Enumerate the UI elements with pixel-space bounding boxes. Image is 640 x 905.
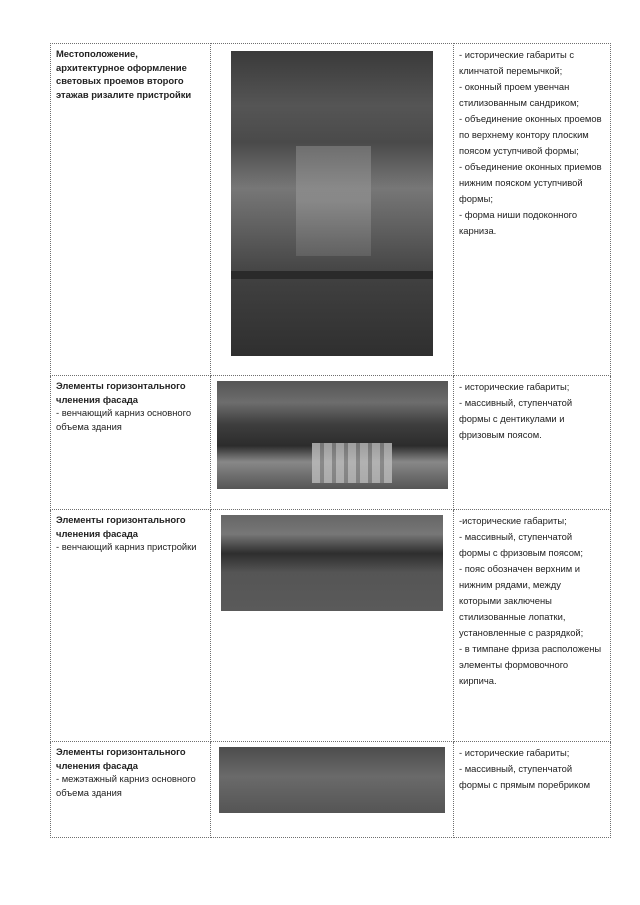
desc-item: - пояс обозначен верхним и нижним рядами, между которыми заключены стилизованные лопатки, установленные с разрядкой; bbox=[459, 563, 584, 638]
cornice-main-photo bbox=[217, 381, 448, 489]
row-label-cell bbox=[51, 376, 211, 510]
row-subtitle: - венчающий карниз основного объема здания bbox=[56, 407, 192, 432]
row-photo-cell bbox=[211, 742, 454, 838]
row-title: Элементы горизонтального членения фасада bbox=[56, 746, 186, 771]
row-photo-cell bbox=[211, 510, 454, 742]
desc-item: - массивный, ступенчатой формы с фризовым поясом; bbox=[459, 531, 583, 558]
row-subtitle: - межэтажный карниз основного объема здания bbox=[56, 773, 196, 798]
interfloor-cornice-photo bbox=[219, 747, 445, 813]
desc-item: - исторические габариты; bbox=[459, 747, 570, 758]
row-desc-cell bbox=[454, 742, 611, 838]
desc-item: -исторические габариты; bbox=[459, 515, 567, 526]
table-row bbox=[51, 742, 611, 838]
desc-item: - в тимпане фриза расположены элементы формовочного кирпича. bbox=[459, 643, 602, 686]
cornice-annex-photo bbox=[221, 515, 443, 611]
table-row bbox=[51, 376, 611, 510]
desc-item: - объединение оконных приемов нижним пояском уступчивой формы; bbox=[459, 161, 602, 204]
desc-item: - исторические габариты; bbox=[459, 381, 570, 392]
row-label-cell bbox=[51, 44, 211, 376]
desc-item: - массивный, ступенчатой формы с прямым поребриком bbox=[459, 763, 591, 790]
row-desc-cell bbox=[454, 510, 611, 742]
row-title: Местоположение, архитектурное оформление световых проемов второго этажав ризалите пристройки bbox=[56, 48, 192, 100]
desc-item: - оконный проем увенчан стилизованным сандриком; bbox=[459, 81, 580, 108]
row-desc-cell bbox=[454, 376, 611, 510]
table-row bbox=[51, 44, 611, 376]
row-desc-cell bbox=[454, 44, 611, 376]
desc-item: - форма ниши подоконного карниза. bbox=[459, 209, 578, 236]
facade-window-photo bbox=[231, 51, 433, 356]
desc-item: - массивный, ступенчатой формы с дентикулами и фризовым поясом. bbox=[459, 397, 573, 440]
row-title: Элементы горизонтального членения фасада bbox=[56, 514, 186, 539]
desc-item: - объединение оконных проемов по верхнему контору плоским поясом уступчивой формы; bbox=[459, 113, 602, 156]
desc-item: - исторические габариты с клинчатой перемычкой; bbox=[459, 49, 575, 76]
table-row bbox=[51, 510, 611, 742]
row-photo-cell bbox=[211, 376, 454, 510]
row-subtitle: - венчающий карниз пристройки bbox=[56, 541, 197, 553]
row-label-cell bbox=[51, 742, 211, 838]
row-title: Элементы горизонтального членения фасада bbox=[56, 380, 186, 405]
row-photo-cell bbox=[211, 44, 454, 376]
row-label-cell bbox=[51, 510, 211, 742]
features-table bbox=[50, 43, 611, 838]
